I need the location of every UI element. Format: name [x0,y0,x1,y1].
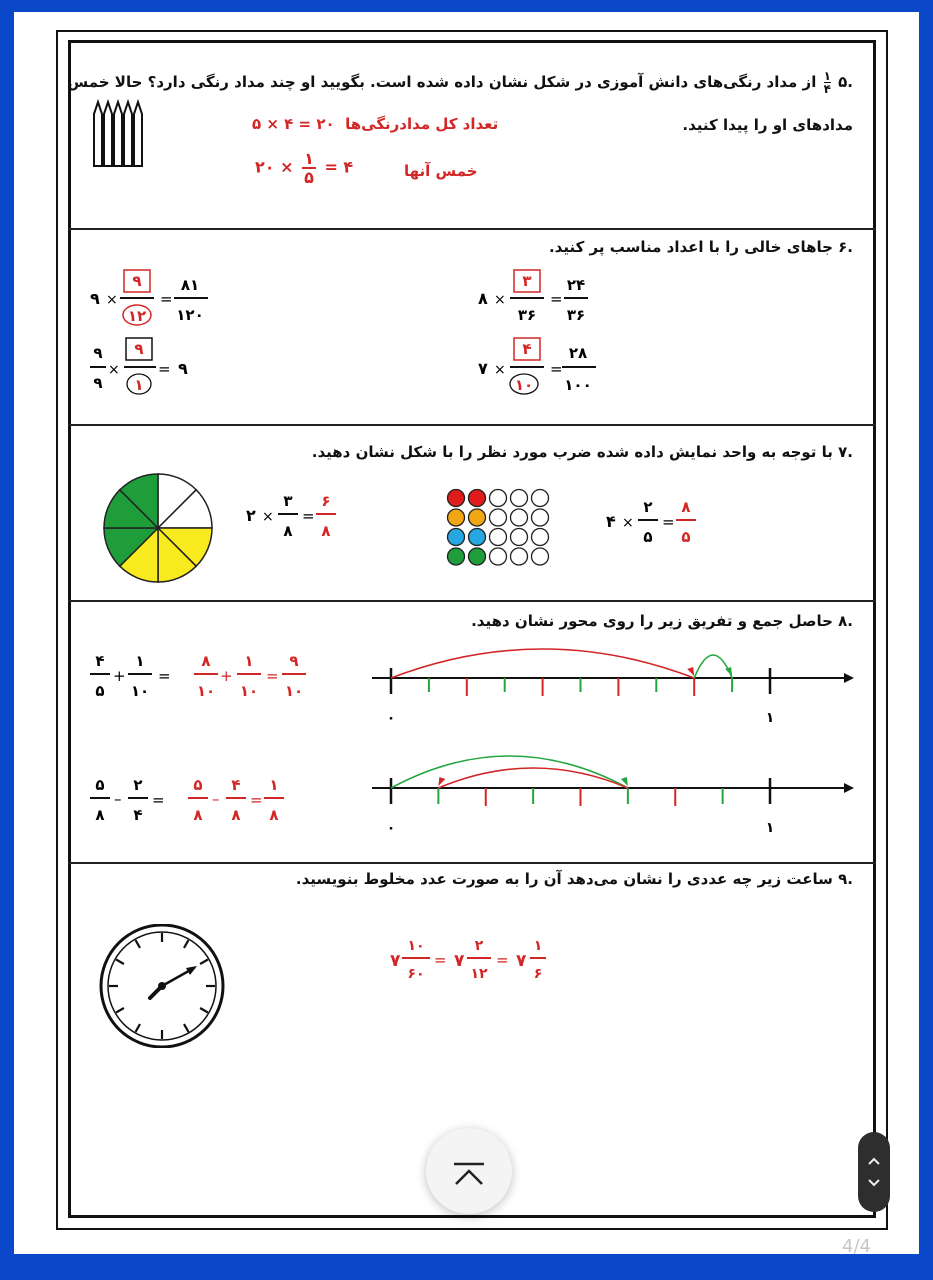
svg-text:۸: ۸ [95,806,105,824]
jump-arrowhead [725,667,732,676]
svg-text:۹: ۹ [93,344,103,362]
q5-line1: .۵ ۱ ۴ از مداد رنگی‌های دانش آموزی در شکل نشان داده شده است. بگویید او چند مداد رنگی دارد؟ حالا خمس [67,69,853,96]
axis-one-label: ۱ [765,820,775,836]
svg-text:۳۶: ۳۶ [517,306,537,324]
svg-text:=: = [152,791,165,809]
svg-text:۲۸: ۲۸ [568,344,588,362]
q8-eq-add [86,646,336,708]
svg-text:۲: ۲ [643,498,653,516]
svg-text:۲: ۲ [133,776,143,794]
dot [490,490,507,507]
dot [448,490,465,507]
fraction-circle [100,470,216,586]
jump-arrowhead [687,667,694,676]
svg-text:=: = [266,667,279,685]
dot [511,509,528,526]
svg-text:۵: ۵ [95,682,105,700]
q7-title: .۷ با توجه به واحد نمایش داده شده ضرب مورد نظر را با شکل نشان دهید. [311,443,853,461]
svg-text:۱۰: ۱۰ [239,682,259,700]
svg-text:۸۱: ۸۱ [180,276,200,294]
svg-text:۲۴: ۲۴ [566,276,586,294]
q6-title: .۶ جاهای خالی را با اعداد مناسب پر کنید. [548,238,853,256]
page-scroll-handle[interactable] [858,1132,890,1212]
svg-text:۱۰: ۱۰ [196,682,216,700]
svg-text:۳۶: ۳۶ [566,306,586,324]
svg-text:=: = [160,290,173,308]
dot [490,529,507,546]
svg-text:۲: ۲ [474,938,484,954]
q5-answer-fifth-label: خمس آنها [404,162,478,180]
dot [490,509,507,526]
svg-text:۸: ۸ [201,652,211,670]
svg-text:+: + [220,667,233,685]
dot [448,548,465,565]
svg-text:۸: ۸ [269,806,279,824]
svg-text:=: = [434,951,447,969]
q6-eq-4 [86,334,206,402]
svg-text:۸: ۸ [478,289,488,308]
dot [469,490,486,507]
svg-text:=: = [496,951,509,969]
pencils-icon [90,98,150,172]
svg-text:=: = [550,290,563,308]
section-divider [68,600,876,602]
svg-text:۹: ۹ [289,652,299,670]
svg-text:۱: ۱ [533,938,543,954]
svg-text:×: × [494,292,506,308]
number-line-add [360,640,860,730]
chevron-up-icon [426,1128,512,1214]
svg-text:۱۰۰: ۱۰۰ [564,376,592,394]
q7-eq-circle [240,486,350,546]
svg-text:۱: ۱ [269,776,279,794]
jump-arc [391,756,628,788]
axis-zero-label: ۰ [386,820,396,836]
svg-text:×: × [622,515,634,531]
svg-text:=: = [158,360,171,378]
svg-text:۶۰: ۶۰ [407,966,425,982]
svg-text:۵: ۵ [193,776,203,794]
svg-text:۴: ۴ [133,806,143,824]
dot [532,509,549,526]
svg-text:۷: ۷ [516,951,527,971]
clock-icon [98,924,228,1048]
jump-arrowhead [438,777,445,786]
svg-text:۴: ۴ [606,512,616,531]
q9-answer [384,930,564,990]
dot-grid [442,486,562,572]
q8-eq-sub [86,770,306,832]
axis-zero-label: ۰ [386,710,396,726]
svg-text:×: × [262,509,274,525]
jump-arc [694,655,732,678]
axis-arrow [844,673,854,683]
q5-answer-fifth-expr: ۲۰ × ۱ ۵ = ۴ [255,149,354,187]
dot [448,509,465,526]
q9-title: .۹ ساعت زیر چه عددی را نشان می‌دهد آن را به صورت عدد مخلوط بنویسید. [295,870,853,888]
svg-text:۹: ۹ [134,340,144,358]
dot [490,548,507,565]
svg-text:×: × [108,362,120,378]
axis-one-label: ۱ [765,710,775,726]
svg-text:=: = [250,791,263,809]
dot [532,529,549,546]
svg-text:۸: ۸ [193,806,203,824]
svg-text:۹: ۹ [132,272,142,290]
q5-line2: مدادهای او را پیدا کنید. [682,116,853,134]
scroll-arrows-icon [858,1132,890,1212]
svg-text:–: – [114,790,122,808]
svg-text:۷: ۷ [454,951,465,971]
svg-text:۱۲: ۱۲ [127,307,147,325]
svg-text:۱: ۱ [134,376,144,394]
q5-answer-total: تعداد کل مدادرنگی‌ها ۲۰ = ۴ × ۵ [252,115,499,133]
svg-text:۵: ۵ [95,776,105,794]
svg-text:۳: ۳ [283,492,293,510]
svg-text:۷: ۷ [478,359,488,378]
svg-text:۱: ۱ [244,652,254,670]
dot [511,490,528,507]
svg-text:۱۲: ۱۲ [470,966,488,982]
jump-arc [438,768,628,788]
svg-text:=: = [158,667,171,685]
scroll-to-top-button[interactable] [426,1128,512,1214]
svg-text:۴: ۴ [522,340,532,358]
section-divider [68,228,876,230]
svg-text:۳: ۳ [522,272,532,290]
jump-arc [391,649,694,678]
svg-text:۴: ۴ [231,776,241,794]
svg-text:۹: ۹ [90,289,100,308]
svg-text:۹: ۹ [93,374,103,392]
svg-text:۱۰: ۱۰ [130,682,150,700]
svg-text:۱۰: ۱۰ [407,938,425,954]
dot [448,529,465,546]
svg-text:۱: ۱ [135,652,145,670]
svg-text:+: + [113,667,126,685]
section-divider [68,862,876,864]
page-indicator: 4/4 [842,1236,871,1257]
svg-text:۱۰: ۱۰ [284,682,304,700]
svg-text:۸: ۸ [231,806,241,824]
svg-text:۱۲۰: ۱۲۰ [176,306,204,324]
svg-text:۲: ۲ [246,506,256,525]
number-line-sub [360,750,860,840]
svg-text:۹: ۹ [178,359,188,378]
dot [469,509,486,526]
svg-text:۵: ۵ [681,528,691,546]
svg-text:۱۰: ۱۰ [514,376,534,394]
dot [511,529,528,546]
svg-text:×: × [494,362,506,378]
svg-text:۸: ۸ [283,522,293,540]
q5-fraction: ۱ ۴ [823,69,831,96]
svg-text:۵: ۵ [643,528,653,546]
svg-text:=: = [662,513,675,531]
q6-eq-3 [470,334,605,402]
dot [469,529,486,546]
q8-title: .۸ حاصل جمع و تفریق زیر را روی محور نشان دهید. [471,612,853,630]
dot [511,548,528,565]
svg-text:–: – [212,790,220,808]
svg-text:×: × [106,292,118,308]
axis-arrow [844,783,854,793]
svg-text:۷: ۷ [390,951,401,971]
dot [532,490,549,507]
svg-text:۶: ۶ [533,966,543,982]
q6-eq-2 [80,266,220,332]
svg-text:=: = [550,360,563,378]
dot [469,548,486,565]
q6-eq-1 [470,266,600,332]
svg-text:۴: ۴ [95,652,105,670]
svg-text:=: = [302,507,315,525]
dot [532,548,549,565]
svg-text:۸: ۸ [321,522,331,540]
q7-eq-dots [600,492,710,552]
svg-text:۸: ۸ [681,498,691,516]
svg-text:۶: ۶ [321,492,331,510]
section-divider [68,424,876,426]
